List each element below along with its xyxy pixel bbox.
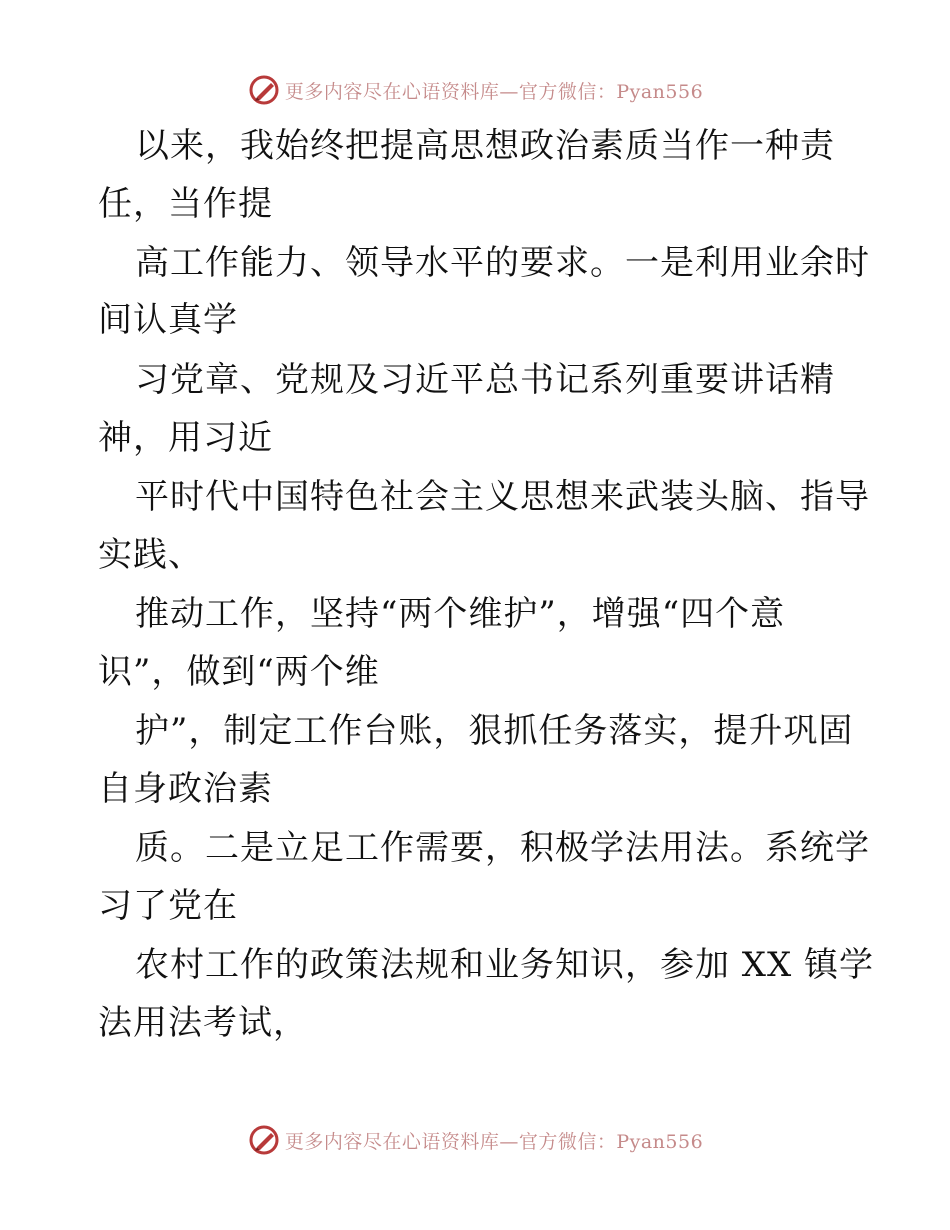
body-line: 推动工作，坚持“两个维护”，增强“四个意 <box>135 594 786 634</box>
body-line: 识”，做到“两个维 <box>98 652 380 692</box>
body-line: 习了党在 <box>98 886 238 926</box>
body-line: 平时代中国特色社会主义思想来武装头脑、指导 <box>135 477 870 517</box>
pen-circle-logo-icon <box>247 1123 281 1157</box>
body-line: 质。二是立足工作需要，积极学法用法。系统学 <box>135 828 870 868</box>
header-banner-text: 更多内容尽在心语资料库—官方微信：Pyan556 <box>284 80 704 103</box>
pen-circle-logo-icon <box>247 73 281 107</box>
body-line: 高工作能力、领导水平的要求。一是利用业余时 <box>135 243 870 283</box>
body-line: 自身政治素 <box>98 769 273 809</box>
body-line: 护”，制定工作台账，狠抓任务落实，提升巩固 <box>135 711 854 751</box>
body-line: 法用法考试， <box>98 1003 308 1043</box>
body-line: 习党章、党规及习近平总书记系列重要讲话精 <box>135 360 835 400</box>
body-line: 农村工作的政策法规和业务知识，参加 XX 镇学 <box>135 945 875 985</box>
header-banner <box>0 70 950 110</box>
footer-banner-text: 更多内容尽在心语资料库—官方微信：Pyan556 <box>284 1130 704 1153</box>
body-line: 任，当作提 <box>98 184 273 224</box>
body-line: 间认真学 <box>98 300 238 340</box>
footer-banner <box>0 1120 950 1160</box>
body-line: 神，用习近 <box>98 418 273 458</box>
body-line: 实践、 <box>98 535 203 575</box>
body-line: 以来，我始终把提高思想政治素质当作一种责 <box>135 126 835 166</box>
